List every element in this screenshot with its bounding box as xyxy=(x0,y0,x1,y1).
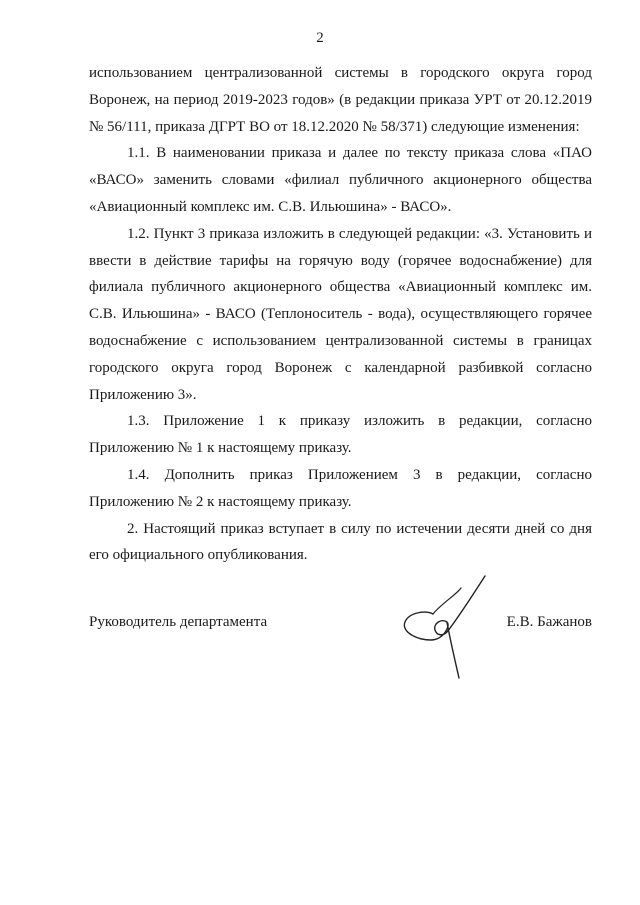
paragraph-1-4: 1.4. Дополнить приказ Приложением 3 в редакции, согласно Приложению № 2 к настоящему приказу. xyxy=(89,466,592,510)
paragraph-1-3: 1.3. Приложение 1 к приказу изложить в редакции, согласно Приложению № 1 к настоящему приказу. xyxy=(89,413,592,457)
handwritten-signature xyxy=(397,574,487,684)
paragraph-2: 2. Настоящий приказ вступает в силу по истечении десяти дней со дня его официального опубликования. xyxy=(89,520,592,564)
paragraph-1-1: 1.1. В наименовании приказа и далее по тексту приказа слова «ПАО «ВАСО» заменить словами «филиал публичного акционерного общества «Авиационный комплекс им. С.В. Ильюшина» - ВАСО». xyxy=(89,145,592,215)
signatory-title: Руководитель департамента xyxy=(89,614,268,630)
paragraph-continuation: использованием централизованной системы в городского округа город Воронеж, на период 2019-2023 годов» (в редакции приказа УРТ от 20.12.2019 № 56/111, приказа ДГРТ ВО от 18.12.2020 № 58/371) следующие изменения: xyxy=(89,65,592,135)
signatory-name: Е.В. Бажанов xyxy=(506,614,592,630)
page-number: 2 xyxy=(316,30,324,46)
paragraph-1-2: 1.2. Пункт 3 приказа изложить в следующей редакции: «3. Установить и ввести в действие тарифы на горячую воду (горячее водоснабжение) для филиала публичного акционерного общества «Авиационный комплекс им. С.В. Ильюшина» - ВАСО (Теплоноситель - вода), осуществляющего горячее водоснабжение с использованием централизованной системы в границах городского округа город Воронеж с календарной разбивкой согласно Приложению 3». xyxy=(89,225,592,403)
document-body xyxy=(89,60,592,569)
